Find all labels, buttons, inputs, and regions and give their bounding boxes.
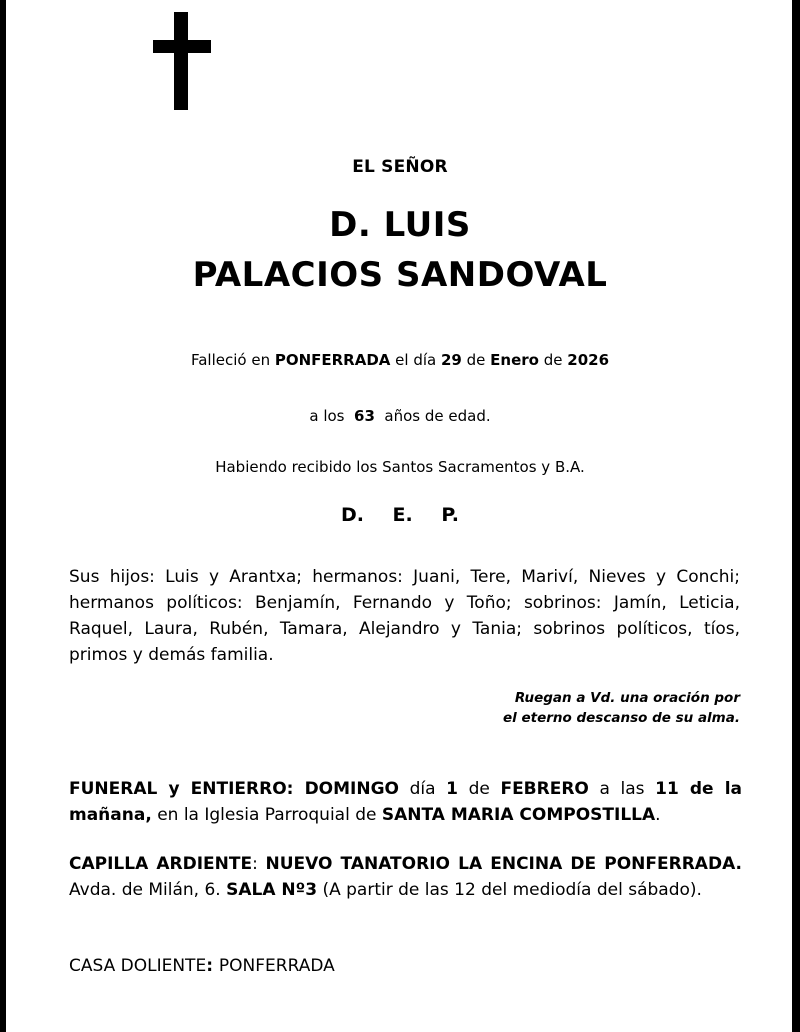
cross-icon [153, 12, 211, 110]
chapel-place: NUEVO TANATORIO LA ENCINA DE PONFERRADA. [265, 854, 742, 874]
mourning-house-place: PONFERRADA [218, 956, 335, 976]
age-info: a los 63 años de edad. [309, 407, 491, 425]
mourning-house: CASA DOLIENTE: PONFERRADA [69, 956, 335, 976]
family-text: Sus hijos: Luis y Arantxa; hermanos: Juani, Tere, Mariví, Nieves y Conchi; hermanos políticos: Benjamín, Fernando y Toño; sobrinos: Jamín, Leticia, Raquel, Laura, Rubén, Tamara, Alejandro y Tania; sobrinos políticos, tíos, primos y demás familia. [69, 567, 740, 665]
chapel-note: (A partir de las 12 del mediodía del sábado). [317, 880, 702, 900]
dep-text: D. E. P. [340, 504, 460, 526]
mourning-house-label: CASA DOLIENTE [69, 956, 207, 976]
deceased-name-line2: PALACIOS SANDOVAL [192, 255, 608, 295]
death-year: 2026 [567, 351, 610, 369]
funeral-label: FUNERAL y ENTIERRO: DOMINGO [69, 779, 400, 799]
funeral-info: FUNERAL y ENTIERRO: DOMINGO día 1 de FEBRERO a las 11 de la mañana, en la Iglesia Parroquial de SANTA MARIA COMPOSTILLA. [69, 779, 742, 825]
honorific-title: EL SEÑOR [352, 157, 448, 177]
funeral-time: 11 de la mañana, [69, 779, 742, 825]
prayer-line2: el eterno descanso de su alma. [503, 710, 740, 726]
prayer-text [340, 688, 740, 728]
death-month: Enero [490, 351, 539, 369]
death-info: Falleció en PONFERRADA el día 29 de Enero de 2026 [190, 351, 610, 369]
funeral-day: 1 [446, 779, 458, 799]
death-place: PONFERRADA [274, 351, 391, 369]
chapel-label: CAPILLA ARDIENTE [69, 854, 253, 874]
funeral-month: FEBRERO [500, 779, 589, 799]
chapel-room: SALA Nº3 [226, 880, 318, 900]
funeral-church: SANTA MARIA COMPOSTILLA [381, 805, 656, 825]
chapel-info: CAPILLA ARDIENTE: NUEVO TANATORIO LA ENCINA DE PONFERRADA. Avda. de Milán, 6. SALA Nº3 (A partir de las 12 del mediodía del sábado). [69, 854, 742, 900]
age-value: 63 [354, 407, 375, 425]
death-day: 29 [441, 351, 462, 369]
prayer-line1: Ruegan a Vd. una oración por [514, 690, 740, 706]
chapel-address: Avda. de Milán, 6. [69, 880, 227, 900]
deceased-name-line1: D. LUIS [329, 205, 471, 245]
sacraments-text: Habiendo recibido los Santos Sacramentos y B.A. [215, 458, 585, 476]
